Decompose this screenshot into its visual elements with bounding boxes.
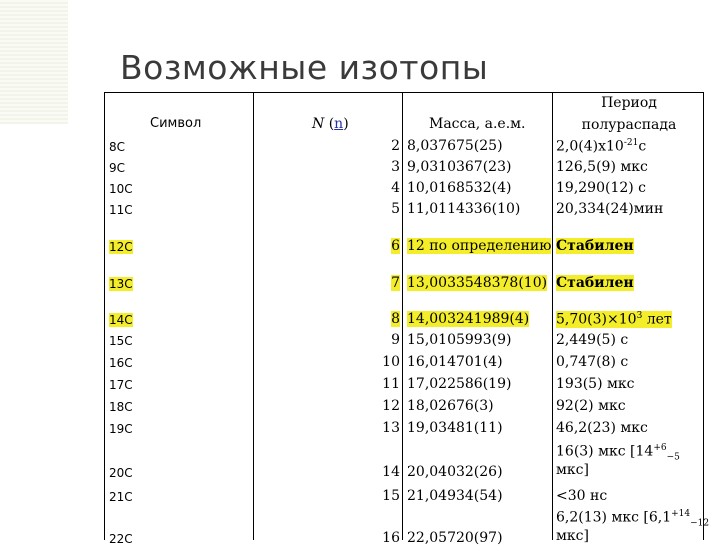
isotope-symbol: 12C (109, 240, 133, 254)
neutron-count: 10 (382, 354, 400, 370)
isotope-mass: 22,05720(97) (407, 530, 503, 546)
neutron-count: 14 (382, 464, 400, 480)
table-row (0, 418, 720, 438)
neutron-count: 13 (382, 420, 400, 436)
table-row (0, 199, 720, 219)
isotope-symbol: 19C (109, 422, 133, 436)
half-life-line1: 16(3) мкс [14 (556, 443, 654, 460)
isotope-symbol: 22C (109, 532, 133, 546)
header-n-italic: N (312, 116, 325, 132)
half-life-sub: −5 (666, 452, 680, 463)
neutron-count: 7 (391, 275, 400, 291)
half-life: 92(2) мкс (556, 398, 626, 414)
header-neutrons (312, 116, 349, 132)
half-life (556, 509, 709, 544)
isotope-symbol: 18C (109, 400, 133, 414)
isotope-symbol: 21C (109, 490, 133, 504)
neutron-count: 2 (391, 138, 400, 154)
page-title: Возможные изотопы (120, 48, 489, 87)
header-period-line2: полураспада (581, 117, 677, 133)
half-life: 19,290(12) с (556, 180, 647, 196)
half-life: <30 нс (556, 488, 608, 504)
isotope-symbol: 11C (109, 203, 133, 217)
header-symbol: Символ (150, 116, 202, 131)
neutron-count: 5 (391, 201, 400, 217)
isotope-mass: 18,02676(3) (407, 398, 494, 414)
half-life: 126,5(9) мкс (556, 159, 648, 175)
isotope-symbol: 14C (109, 313, 133, 327)
half-life: $2,0(4)x10^{-21}с$ (556, 138, 647, 155)
header-n-link[interactable]: n (334, 116, 344, 132)
half-life-sup: +6 (653, 443, 667, 453)
neutron-count: 15 (382, 488, 400, 504)
isotope-mass: 13,0033548378(10) (407, 275, 548, 291)
isotope-symbol: 17C (109, 378, 133, 392)
neutron-count: 6 (391, 238, 400, 254)
half-life: 20,334(24)мин (556, 201, 664, 217)
neutron-count: 8 (391, 311, 400, 327)
isotope-symbol: 16C (109, 356, 133, 370)
table-row (0, 374, 720, 394)
table-row (0, 178, 720, 198)
table-row (0, 273, 720, 293)
isotope-mass: 9,0310367(23) (407, 159, 512, 175)
isotope-symbol: 9C (109, 161, 126, 175)
half-life-line1: 6,2(13) мкс [6,1 (556, 509, 672, 526)
half-life: 0,747(8) с (556, 354, 629, 370)
isotope-mass: 14,003241989(4) (407, 311, 530, 327)
half-life: 2,449(5) с (556, 332, 629, 348)
isotope-mass: 19,03481(11) (407, 420, 503, 436)
table-row (0, 157, 720, 177)
half-life (556, 443, 680, 478)
table-row (0, 396, 720, 416)
isotope-symbol: 15C (109, 334, 133, 348)
isotope-mass: 11,0114336(10) (407, 201, 521, 217)
neutron-count: 11 (382, 376, 400, 392)
isotope-mass: 10,0168532(4) (407, 180, 512, 196)
isotope-mass: 16,014701(4) (407, 354, 503, 370)
table-row (0, 486, 720, 506)
header-period-line1: Период (601, 95, 657, 111)
half-life: 46,2(23) мкс (556, 420, 648, 436)
isotope-symbol: 8C (109, 140, 126, 154)
neutron-count: 4 (391, 180, 400, 196)
neutron-count: 16 (382, 530, 400, 546)
isotope-mass: 21,04934(54) (407, 488, 503, 504)
table-row (0, 441, 720, 485)
table-row (0, 236, 720, 256)
half-life: 193(5) мкс (556, 376, 635, 392)
table-row (0, 352, 720, 372)
table-row (0, 136, 720, 156)
isotope-mass: 17,022586(19) (407, 376, 512, 392)
header-n-close: ) (343, 116, 349, 132)
neutron-count: 12 (382, 398, 400, 414)
isotope-mass: 8,037675(25) (407, 138, 503, 154)
isotope-mass: 20,04032(26) (407, 464, 503, 480)
half-life-sup: +14 (671, 509, 691, 519)
isotope-mass: 15,0105993(9) (407, 332, 512, 348)
half-life-line2: мкс] (556, 462, 589, 479)
neutron-count: 3 (391, 159, 400, 175)
neutron-count: 9 (391, 332, 400, 348)
isotope-symbol: 20C (109, 466, 133, 480)
isotope-symbol: 10C (109, 182, 133, 196)
header-period (556, 92, 702, 136)
table-row (0, 507, 720, 551)
half-life-line2: мкс] (556, 528, 589, 545)
table-row (0, 330, 720, 350)
header-mass: Масса, а.е.м. (429, 116, 526, 132)
isotope-mass: 12 по определению (407, 238, 552, 254)
half-life: $5,70(3)\times 10^3$ лет (556, 311, 672, 328)
table-row (0, 309, 720, 329)
half-life-sub: −12 (690, 518, 710, 529)
isotope-symbol: 13C (109, 277, 133, 291)
half-life: Стабилен (556, 275, 634, 291)
half-life: Стабилен (556, 238, 634, 254)
header-n-open: ( (324, 116, 335, 132)
